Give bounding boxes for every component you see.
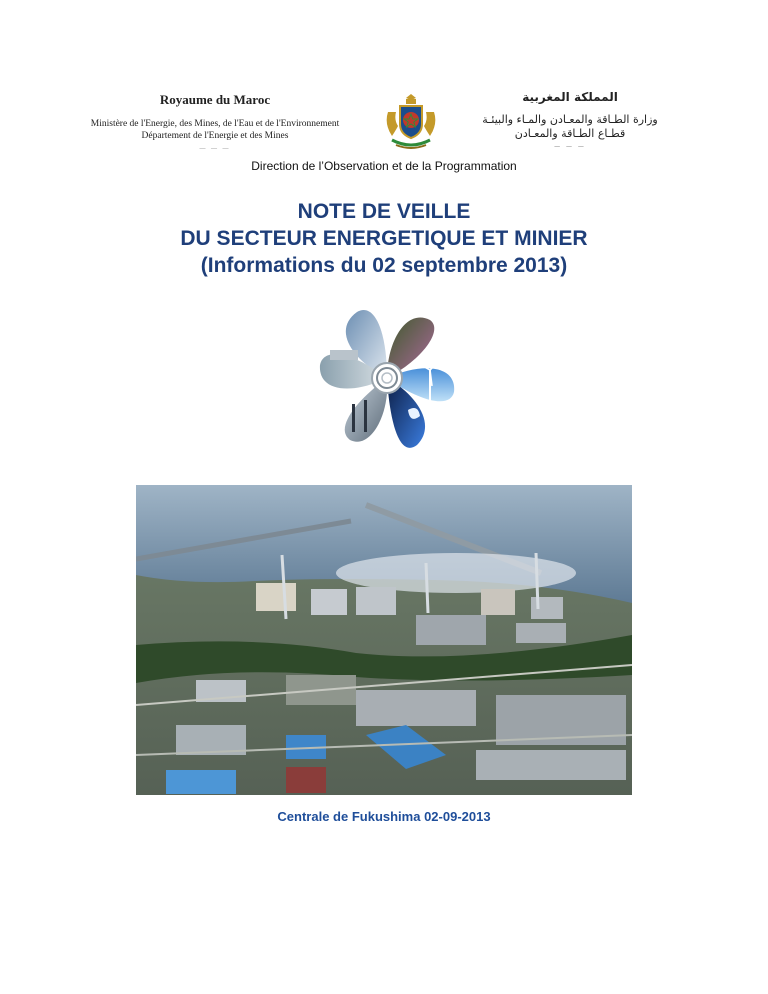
photo-caption: Centrale de Fukushima 02-09-2013 xyxy=(277,809,491,824)
fukushima-plant-aerial-photo xyxy=(136,485,632,795)
ministry-line-2: Département de l'Energie et des Mines xyxy=(141,131,289,141)
ministry-ar-line-2: قطـاع الطـاقة والمعـادن xyxy=(514,127,626,140)
ministry-name-ar xyxy=(450,113,690,141)
decorative-dots: — — — xyxy=(199,146,231,152)
kingdom-name-fr: Royaume du Maroc xyxy=(159,92,271,107)
title-line-2: DU SECTEUR ENERGETIQUE ET MINIER xyxy=(180,227,588,250)
energy-sectors-flower-logo xyxy=(312,300,462,458)
title-line-3: (Informations du 02 septembre 2013) xyxy=(200,254,568,277)
moroccan-coat-of-arms-icon xyxy=(380,90,442,152)
header-arabic xyxy=(450,90,690,150)
document-title xyxy=(0,198,768,279)
title-line-1: NOTE DE VEILLE xyxy=(297,200,471,223)
decorative-dots-ar: — — — xyxy=(554,143,586,150)
header-french xyxy=(70,92,360,152)
ministry-line-1: Ministère de l'Energie, des Mines, de l'Eau et de l'Environnement xyxy=(90,119,340,129)
ministry-name-fr xyxy=(70,118,360,142)
direction-label: Direction de l’Observation et de la Programmation xyxy=(251,159,517,173)
ministry-ar-line-1: وزارة الطـاقة والمعـادن والمـاء والبيئـة xyxy=(482,113,658,126)
kingdom-name-ar: المملكة المغربية xyxy=(522,90,618,104)
